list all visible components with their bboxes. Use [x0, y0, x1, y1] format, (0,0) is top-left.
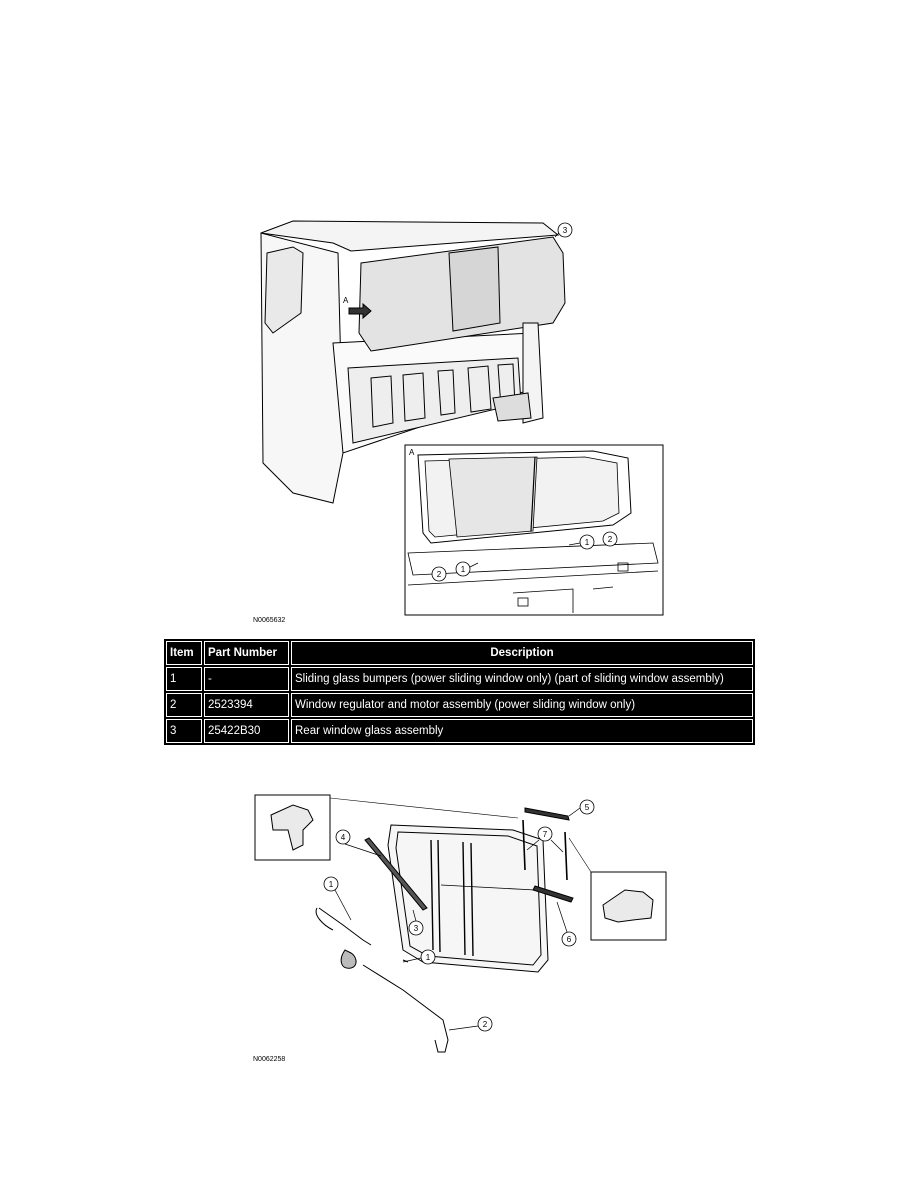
callout-1: 1 [584, 538, 590, 547]
inset-detail-a [405, 445, 663, 615]
figure-code: N0062258 [253, 1056, 286, 1063]
column-header-part-number: Part Number [204, 641, 289, 665]
view-label: A [343, 296, 349, 305]
callout-6: 6 [566, 935, 572, 944]
table-row [166, 693, 753, 717]
cell-description: Rear window glass assembly [291, 719, 753, 743]
column-header-item: Item [166, 641, 202, 665]
exploded-view-illustration [253, 790, 668, 1065]
cell-description: Window regulator and motor assembly (power sliding window only) [291, 693, 753, 717]
callout-5: 5 [584, 803, 590, 812]
cell-item: 3 [166, 719, 202, 743]
callout-2: 2 [607, 535, 613, 544]
cell-part-number: 2523394 [204, 693, 289, 717]
cell-part-number: 25422B30 [204, 719, 289, 743]
callout-3: 3 [562, 226, 568, 235]
cell-part-number: - [204, 667, 289, 691]
callout-4: 4 [340, 833, 346, 842]
inset-label: A [409, 448, 415, 457]
cell-description: Sliding glass bumpers (power sliding window only) (part of sliding window assembly) [291, 667, 753, 691]
parts-table [164, 639, 755, 745]
cell-item: 2 [166, 693, 202, 717]
callout-3: 3 [413, 924, 419, 933]
figure-code: N0065632 [253, 617, 286, 624]
callout-1: 1 [328, 880, 334, 889]
callout-2: 2 [482, 1020, 488, 1029]
callout-7: 7 [542, 830, 548, 839]
callout-1: 1 [460, 565, 466, 574]
table-row [166, 667, 753, 691]
table-header-row [166, 641, 753, 665]
column-header-description: Description [291, 641, 753, 665]
callout-1: 1 [425, 953, 431, 962]
cell-item: 1 [166, 667, 202, 691]
table-row [166, 719, 753, 743]
callout-2: 2 [436, 570, 442, 579]
rear-window-illustration [253, 213, 670, 628]
